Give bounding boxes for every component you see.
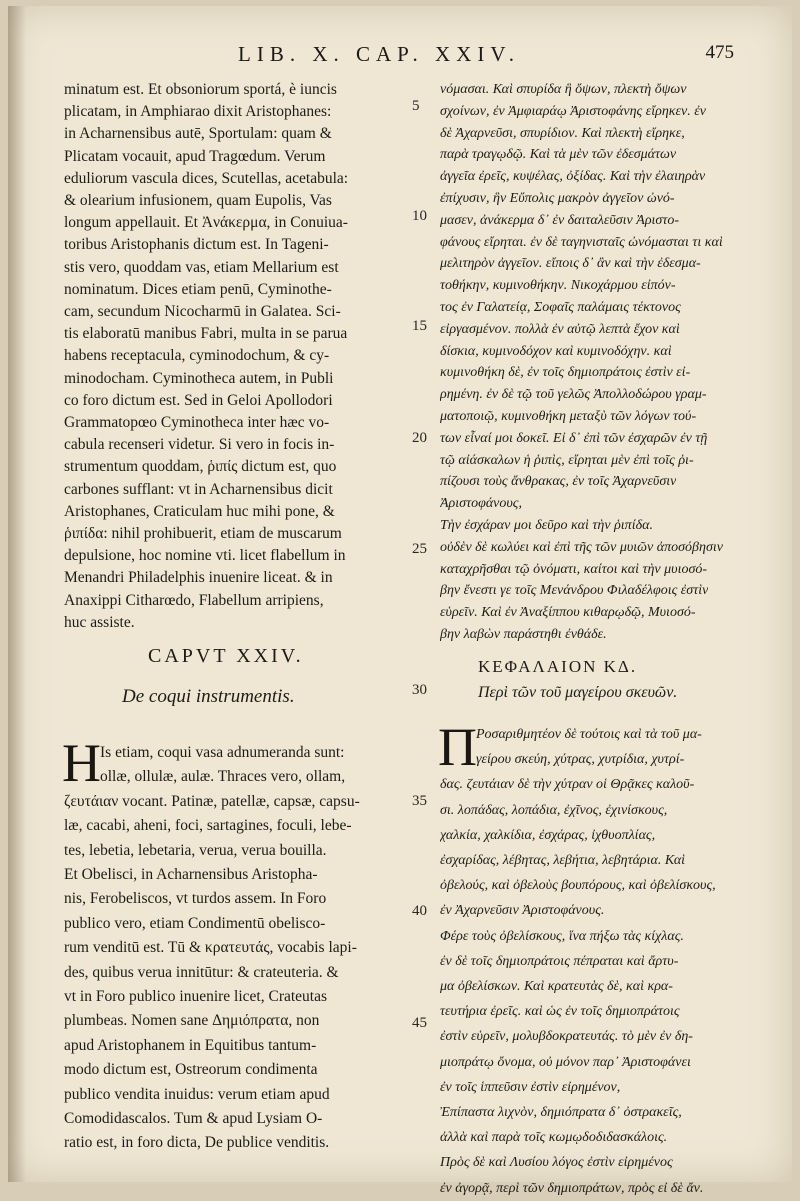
latin-line: Menandri Philadelphis inuenire liceat. & in: [64, 569, 333, 587]
latin-line: Is etiam, coqui vasa adnumeranda sunt:: [100, 744, 345, 761]
line-number: 15: [412, 318, 427, 334]
greek-line: ὀβελούς, καὶ ὀβελοὺς βουπόρους, καὶ ὀβελίσκους,: [440, 878, 716, 894]
greek-line: πίζουσι τοὺς ἄνθρακας, ἐν τοῖς Ἀχαρνεῦσιν: [440, 474, 677, 490]
page-number: 475: [705, 42, 734, 63]
greek-line: τος ἐν Γαλατείᾳ, Σοφαῖς παλάμαις τέκτονος: [440, 300, 681, 315]
latin-line: Plicatam vocauit, apud Tragœdum. Verum: [64, 147, 326, 165]
latin-line: vt in Foro publico inuenire licet, Crateutas: [64, 988, 328, 1005]
greek-line: ἀγγεῖα ἐρεῖς, κυψέλας, ὀξίδας. Καὶ τὴν ἐλαιηρὰν: [440, 169, 706, 185]
greek-line: ἐστὶν εὑρεῖν, μολυβδοκρατευτάς. τὸ μὲν ἐν δη-: [440, 1029, 693, 1045]
running-title: LIB. X. CAP. XXIV.: [238, 42, 521, 66]
line-number: 5: [412, 98, 420, 114]
latin-line: nis, Ferobeliscos, vt turdos assem. In Foro: [64, 890, 327, 908]
greek-line: τοθήκην, κυμινοθήκην. Νικοχάρμου εἰπόν-: [440, 278, 676, 294]
greek-line: καταχρῆσθαι τῷ ὀνόματι, καίτοι καὶ τὴν μυιοσό-: [440, 561, 708, 577]
greek-line: δίσκια, κυμινοδόχον καὶ κυμινοδόχην. καὶ: [440, 343, 672, 359]
latin-line: ῥιπίδα: nihil prohibuerit, etiam de muscarum: [64, 525, 342, 542]
greek-line: ἐν δὲ τοῖς δημιοπράτοις πέπραται καὶ ἄρτυ-: [440, 953, 679, 969]
latin-line: tis elaboratū manibus Fabri, multa in se parua: [64, 325, 348, 343]
greek-line: παρὰ τραγῳδῷ. Καὶ τὰ μὲν τῶν ἐδεσμάτων: [440, 147, 677, 163]
greek-dropcap: Π: [438, 717, 477, 777]
line-number: 20: [412, 430, 427, 446]
greek-line: εὑρεῖν. Καὶ ἐν Ἀναξίππου κιθαρῳδῷ, Μυιοσό-: [440, 605, 696, 621]
greek-line: Φέρε τοὺς ὀβελίσκους, ἵνα πήξω τὰς κίχλας.: [440, 928, 684, 944]
latin-line: & olearium infusionem, quam Eupolis, Vas: [64, 192, 332, 209]
greek-line: νόμασαι. Καὶ σπυρίδα ἣ ὄψων, πλεκτὴ ὄψων: [440, 82, 687, 97]
chapter-subtitle: De coqui instrumentis.: [122, 686, 295, 707]
line-number: 25: [412, 541, 427, 557]
latin-line: ollæ, ollulæ, aulæ. Thraces vero, ollam,: [100, 768, 346, 786]
greek-line: ρημένη. ἐν δὲ τῷ τοῦ γελῶς Ἀπολλοδώρου γραμ-: [440, 387, 707, 403]
greek-line: εἰργασμένον. πολλὰ ἐν αὐτῷ λεπτὰ ἔχον καὶ: [440, 321, 680, 337]
latin-line: Et Obelisci, in Acharnensibus Aristopha-: [64, 866, 318, 883]
greek-line: ἐπίχυσιν, ἣν Εὔπολις μακρὸν ἀγγεῖον ὠνό-: [440, 191, 675, 206]
running-head: [8, 42, 792, 66]
latin-line: Aristophanes, Craticulam huc mihi pone, &: [64, 502, 335, 520]
greek-line: ματοποιῷ, κυμινοθήκη μεταξὺ τῶν λόγων τού-: [440, 409, 697, 424]
latin-line: carbones sufflant: vt in Acharnensibus dicit: [64, 480, 333, 498]
greek-line: μα ὀβελίσκων. Καὶ κρατευτὰς δὲ, καὶ κρα-: [440, 979, 673, 994]
latin-line: eduliorum vascula dices, Scutellas, acetabula:: [64, 169, 349, 187]
line-number: 40: [412, 903, 427, 919]
latin-line: cam, secundum Nicocharmū in Galatea. Sci-: [64, 303, 341, 320]
greek-line: μασεν, ἀνάκερμα δ᾽ ἐν δαιταλεῦσιν Ἀριστο-: [440, 212, 680, 228]
greek-line: ἐν τοῖς ἱππεῦσιν ἐστὶν εἰρημένον,: [440, 1079, 621, 1095]
latin-line: rum venditū est. Tū & κρατευτάς, vocabis lapi-: [64, 939, 357, 957]
latin-line: plumbeas. Nomen sane Δημιόπρατα, non: [64, 1012, 320, 1030]
greek-line: βην λαβὼν παράστηθι ἐνθάδε.: [440, 627, 607, 642]
greek-line: φάνους εἴρηται. ἐν δὲ ταγηνισταῖς ὠνόμασται τι καὶ: [440, 234, 723, 250]
greek-line: μιοπράτῳ ὄνομα, οὐ μόνον παρ᾽ Ἀριστοφάνει: [440, 1054, 691, 1070]
latin-line: ratio est, in foro dicta, De publice venditis.: [64, 1134, 330, 1152]
greek-line: τευτήρια ἐρεῖς. καὶ ὡς ἐν τοῖς δημιοπράτοις: [440, 1004, 680, 1020]
line-number: 10: [412, 208, 427, 224]
latin-line: modo dictum est, Ostreorum condimenta: [64, 1061, 318, 1079]
latin-line: minatum est. Et obsoniorum sportá, è iuncis: [64, 81, 337, 98]
book-page: [8, 6, 792, 1196]
greek-line: των εἶναί μοι δοκεῖ. Εἰ δ᾽ ἐπὶ τῶν ἐσχαρῶν ἐν τῇ: [440, 430, 708, 446]
latin-line: nominatum. Dices etiam penū, Cyminothe-: [64, 280, 332, 298]
greek-line: Πρὸς δὲ καὶ Λυσίου λόγος ἐστὶν εἰρημένος: [440, 1155, 673, 1171]
greek-line: ἐν Ἀχαρνεῦσιν Ἀριστοφάνους.: [440, 903, 605, 919]
line-number: 45: [412, 1015, 427, 1031]
latin-line: des, quibus verua innitūtur: & crateuteria. &: [64, 963, 339, 981]
latin-line: Grammatopœo Cyminotheca inter hæc vo-: [64, 414, 330, 431]
greek-line: μελιτηρὸν ἀγγεῖον. εἴποις δ᾽ ἂν καὶ τὴν ἐδεσμα-: [440, 256, 701, 272]
latin-line: co foro dictum est. Sed in Geloi Apollodori: [64, 391, 333, 409]
latin-line: toribus Aristophanis dictum est. In Tageni-: [64, 236, 329, 254]
greek-line: ἀλλὰ καὶ παρὰ τοῖς κωμῳδοδιδασκάλοις.: [440, 1130, 668, 1146]
latin-line: Anaxippi Citharœdo, Flabellum arripiens,: [64, 591, 324, 609]
latin-line: apud Aristophanem in Equitibus tantum-: [64, 1036, 317, 1054]
greek-line: κυμινοθήκη δὲ, ἐν τοῖς δημιοπράτοις ἐστὶν εἰ-: [440, 365, 691, 381]
latin-dropcap: H: [62, 733, 101, 793]
greek-line: βην ἔνεστι γε τοῖς Μενάνδρου Φιλαδέλφοις ἐστὶν: [440, 583, 709, 599]
latin-line: tes, lebetia, lebetaria, verua, verua bouilla.: [64, 841, 327, 859]
latin-line: cabula recenseri videtur. Si vero in focis in-: [64, 436, 335, 454]
latin-line: Comodidascalos. Tum & apud Lysiam O-: [64, 1110, 323, 1127]
greek-line: δας. ζευτάιαν δὲ τὴν χύτραν οἱ Θρᾷκες καλοῦ-: [440, 777, 695, 793]
greek-line: γείρου σκεύη, χύτρας, χυτρίδια, χυτρί-: [476, 752, 685, 768]
greek-line: τῷ αἰάσκαλων ἡ ῥιπὶς, εἴρηται μὲν ἐπὶ τοῖς ῥι-: [440, 452, 694, 468]
latin-line: plicatam, in Amphiarao dixit Aristophanes:: [64, 103, 332, 121]
greek-line: ἐσχαρίδας, λέβητας, λεβήτια, λεβητάρια. Καὶ: [440, 853, 686, 868]
latin-line: publico vendita inuidus: verum etiam apud: [64, 1085, 330, 1103]
latin-line: strumentum quoddam, ῥιπίς dictum est, quo: [64, 458, 337, 476]
greek-line: σχοίνων, ἐν Ἀμφιαράῳ Ἀριστοφάνης εἴρηκεν. ἐν: [440, 103, 706, 119]
line-number: 35: [412, 793, 427, 809]
latin-line: minodocham. Cyminotheca autem, in Publi: [64, 369, 334, 387]
latin-line: stis vero, quoddam vas, etiam Mellarium est: [64, 258, 339, 276]
greek-line: Τὴν ἐσχάραν μοι δεῦρο καὶ τὴν ῥιπίδα.: [440, 518, 653, 533]
greek-line: οὐδὲν δὲ κωλύει καὶ ἐπὶ τῆς τῶν μυιῶν ἀποσόβησιν: [440, 539, 723, 555]
latin-line: publico vero, etiam Condimentū obelisco-: [64, 914, 326, 932]
line-number: 30: [412, 682, 427, 698]
latin-line: depulsione, hoc nomine vti. licet flabellum in: [64, 547, 346, 565]
latin-line: læ, cacabi, aheni, foci, sartagines, foculi, lebe-: [64, 817, 352, 835]
latin-line: huc assiste.: [64, 613, 135, 631]
latin-line: habens receptacula, cyminodochum, & cy-: [64, 347, 330, 365]
chapter-heading: CAPVT XXIV.: [148, 645, 304, 667]
greek-line: δὲ Ἀχαρνεῦσι, σπυρίδιον. Καὶ πλεκτὴ εἴρηκε,: [440, 125, 685, 141]
greek-chapter-heading: ΚΕΦΑΛΑΙΟΝ ΚΔ.: [478, 657, 638, 676]
greek-line: χαλκία, χαλκίδια, ἐσχάρας, ἰχθυοπλίας,: [440, 827, 656, 843]
latin-line: ζευτάιαν vocant. Patinæ, patellæ, capsæ, capsu-: [64, 792, 360, 810]
latin-line: longum appellauit. Et Ἀνάκερμα, in Conuiua-: [64, 214, 348, 232]
greek-line: Ροσαριθμητέον δὲ τούτοις καὶ τὰ τοῦ μα-: [476, 727, 702, 742]
latin-line: in Acharnensibus autē, Sportulam: quam &: [64, 125, 332, 143]
greek-line: σι. λοπάδας, λοπάδια, ἐχῖνος, ἐχινίσκους,: [440, 802, 668, 818]
greek-line: ἐν ἀγορᾷ, περὶ τῶν δημιοπράτων, πρὸς εἰ δὲ ἄν.: [440, 1180, 704, 1196]
page-gutter-shadow: [8, 6, 26, 1182]
greek-chapter-subtitle: Περὶ τῶν τοῦ μαγείρου σκευῶν.: [478, 684, 678, 701]
greek-line: Ἀριστοφάνους,: [440, 496, 522, 512]
greek-line: Ἐπίπαστα λιχνὸν, δημιόπρατα δ᾽ ὀστρακεῖς,: [440, 1105, 682, 1120]
